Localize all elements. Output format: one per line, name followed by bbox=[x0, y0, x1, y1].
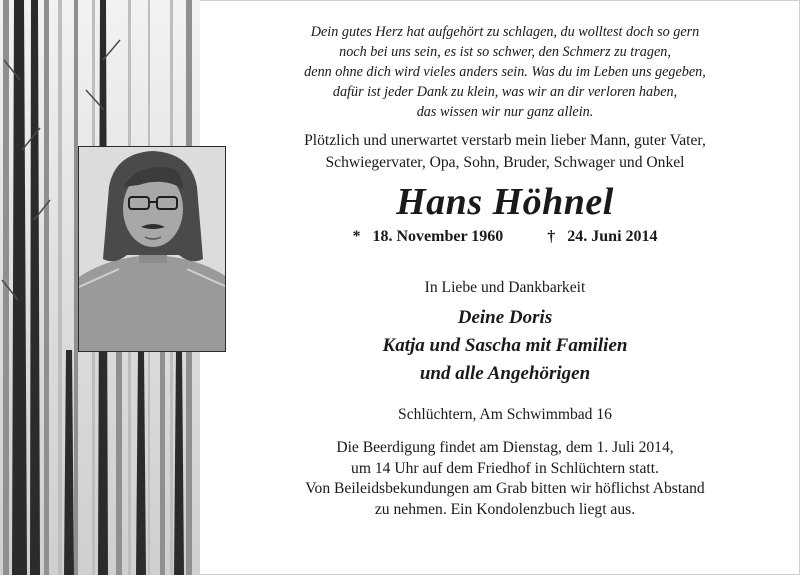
address: Schlüchtern, Am Schwimmbad 16 bbox=[398, 406, 612, 423]
death-date-group bbox=[547, 228, 657, 246]
death-date: 24. Juni 2014 bbox=[567, 228, 658, 245]
notice-text bbox=[235, 22, 775, 520]
funeral-info bbox=[235, 438, 775, 520]
poem-line: dafür ist jeder Dank zu klein, was wir an dir verloren haben, bbox=[332, 84, 678, 100]
poem-line: denn ohne dich wird vieles anders sein. Was du im Leben uns gegeben, bbox=[304, 64, 706, 80]
birth-date: 18. November 1960 bbox=[372, 228, 504, 245]
birth-star-icon: * bbox=[352, 228, 361, 245]
portrait-illustration bbox=[79, 147, 226, 352]
intro-line: Schwiegervater, Opa, Sohn, Bruder, Schwager und Onkel bbox=[325, 154, 685, 171]
portrait-photo bbox=[78, 146, 226, 352]
signer-line: Deine Doris bbox=[457, 307, 553, 328]
intro-text bbox=[235, 130, 775, 174]
funeral-line: Die Beerdigung findet am Dienstag, dem 1. Juli 2014, bbox=[336, 439, 674, 456]
funeral-line: Von Beileidsbekundungen am Grab bitten wir höflichst Abstand bbox=[305, 480, 705, 497]
death-cross-icon: † bbox=[547, 228, 556, 245]
deceased-name: Hans Höhnel bbox=[396, 181, 614, 223]
funeral-line: zu nehmen. Ein Kondolenzbuch liegt aus. bbox=[374, 500, 636, 518]
signer-line: Katja und Sascha mit Familien bbox=[382, 335, 628, 356]
poem-line: das wissen wir nur ganz allein. bbox=[416, 104, 594, 120]
signer-line: und alle Angehörigen bbox=[419, 363, 591, 384]
funeral-line: um 14 Uhr auf dem Friedhof in Schlüchtern statt. bbox=[351, 459, 659, 477]
birth-date-group bbox=[352, 228, 503, 246]
poem-line: noch bei uns sein, es ist so schwer, den Schmerz zu tragen, bbox=[339, 44, 671, 60]
poem bbox=[235, 22, 775, 122]
poem-line: Dein gutes Herz hat aufgehört zu schlagen, du wolltest doch so gern bbox=[310, 24, 700, 40]
signers bbox=[235, 304, 775, 388]
intro-line: Plötzlich und unerwartet verstarb mein lieber Mann, guter Vater, bbox=[304, 132, 706, 149]
thanks-line: In Liebe und Dankbarkeit bbox=[424, 279, 586, 296]
life-dates bbox=[235, 228, 775, 246]
